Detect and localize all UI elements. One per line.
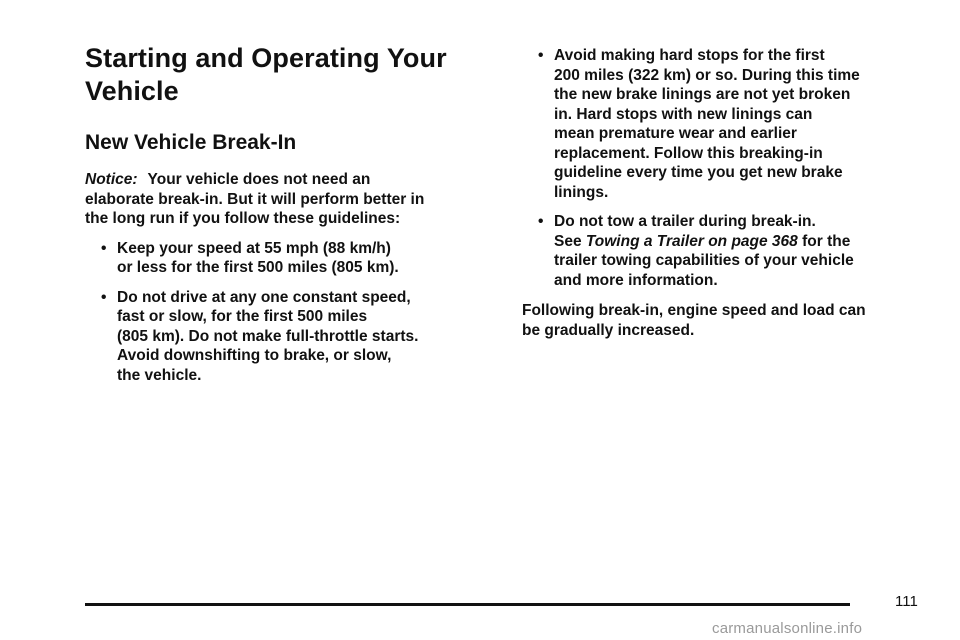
notice-paragraph: [85, 170, 485, 229]
bullet-dot-icon: •: [538, 213, 544, 230]
bullet-text-line: the new brake linings are not yet broken: [554, 86, 851, 103]
closing-text-line-1: Following break-in, engine speed and load can: [522, 302, 866, 319]
watermark-text: carmanualsonline.info: [712, 620, 863, 637]
bullet-text-line: mean premature wear and earlier: [554, 125, 797, 142]
subsection-title: New Vehicle Break-In: [85, 131, 297, 154]
bullet-text-line: replacement. Follow this breaking-in: [554, 144, 823, 162]
bullet-dot-icon: •: [538, 47, 544, 64]
right-bullet-list: [522, 46, 927, 290]
bullet-text-line: guideline every time you get new brake: [554, 164, 843, 181]
list-item: [85, 239, 485, 278]
list-item: [522, 46, 927, 202]
see-suffix: for the: [797, 232, 851, 250]
towing-trailer-reference-link[interactable]: Towing a Trailer on page 368: [585, 232, 798, 250]
bullet-text-line: in. Hard stops with new linings can: [554, 105, 813, 123]
bullet-text-line-with-reference: [554, 232, 927, 252]
bullet-text-line: linings.: [554, 183, 609, 201]
left-column: [85, 42, 485, 385]
bullet-text-line: Keep your speed at 55 mph (88 km/h): [117, 239, 391, 257]
bullet-text-line: or less for the first 500 miles (805 km).: [117, 259, 399, 276]
list-item: [85, 288, 485, 386]
bullet-text-line: Do not drive at any one constant speed,: [117, 288, 411, 306]
footer-divider: [85, 603, 850, 606]
section-title-line-2: Vehicle: [85, 76, 179, 106]
bullet-text-line: Avoid making hard stops for the first: [554, 47, 825, 64]
bullet-text-line: fast or slow, for the first 500 miles: [117, 308, 368, 325]
see-prefix: See: [554, 232, 586, 250]
notice-text-line-2: elaborate break-in. But it will perform better in: [85, 190, 425, 208]
bullet-text-line: (805 km). Do not make full-throttle starts.: [117, 327, 419, 345]
bullet-text-line: Avoid downshifting to brake, or slow,: [117, 347, 392, 364]
page-number: 111: [895, 593, 918, 610]
notice-text-line-3: the long run if you follow these guidelines:: [85, 210, 401, 227]
section-title: [85, 42, 485, 108]
closing-text-line-2: be gradually increased.: [522, 321, 695, 339]
list-item: [522, 212, 927, 290]
section-title-line-1: Starting and Operating Your: [85, 43, 447, 73]
bullet-text-line: 200 miles (322 km) or so. During this time: [554, 66, 860, 84]
bullet-dot-icon: •: [101, 288, 107, 306]
bullet-dot-icon: •: [101, 239, 107, 257]
bullet-text-line: the vehicle.: [117, 366, 202, 384]
bullet-text-line: trailer towing capabilities of your vehicle: [554, 252, 854, 269]
left-bullet-list: [85, 239, 485, 386]
notice-label: Notice:: [85, 171, 138, 188]
bullet-text-line: Do not tow a trailer during break-in.: [554, 213, 816, 230]
bullet-text-line: and more information.: [554, 271, 718, 289]
right-column: [522, 46, 927, 340]
closing-paragraph: [522, 301, 927, 340]
notice-text-line-1: Your vehicle does not need an: [147, 171, 371, 188]
